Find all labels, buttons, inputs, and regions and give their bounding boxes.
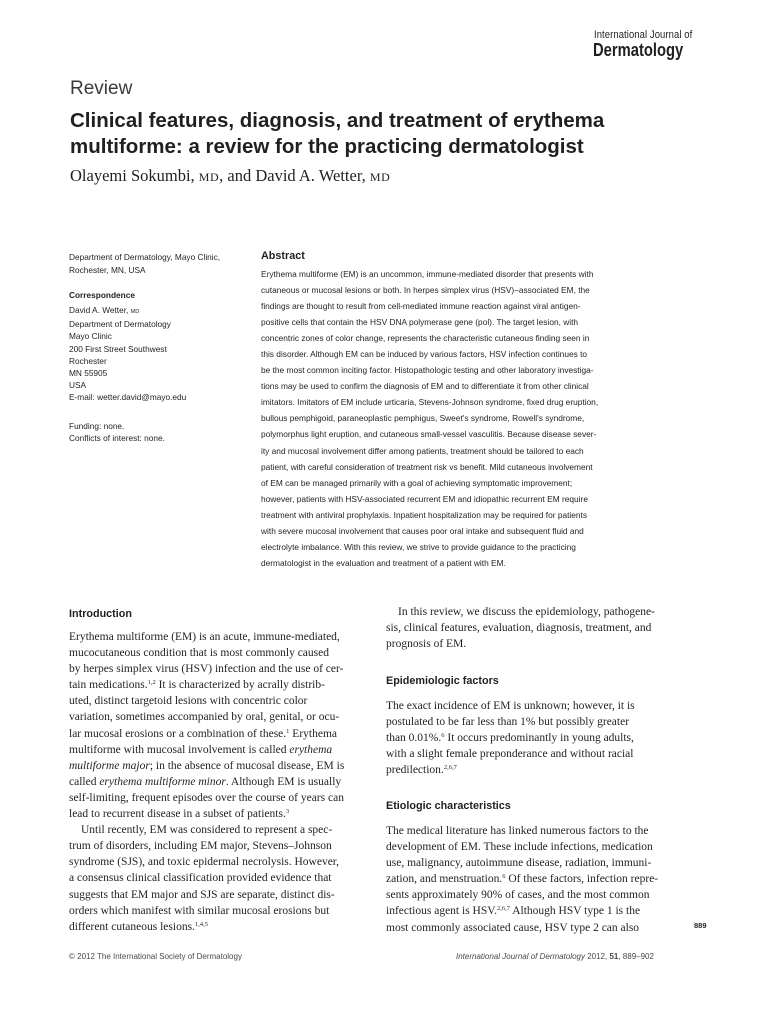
body-line: variation, sometimes accompanied by oral, genital, or ocu- (69, 711, 340, 724)
body-line: orders which manifest with similar mucosal erosions but (69, 904, 330, 917)
text-run: than 0.01%. (386, 732, 442, 745)
section-label: Review (70, 78, 133, 99)
body-line (386, 903, 686, 919)
body-line (69, 726, 369, 742)
introduction-heading: Introduction (69, 608, 132, 620)
text-run: Although HSV type 1 is the (509, 905, 641, 918)
footer-volume: 51 (609, 952, 619, 961)
body-line: self-limiting, frequent episodes over the course of years can (69, 791, 344, 804)
body-line (386, 730, 686, 746)
abstract-line: ity and mucosal involvement differ among patients, treatment should be tailored to each (261, 445, 584, 456)
citation-ref[interactable]: 1 (286, 727, 290, 735)
citation-ref[interactable]: 6 (441, 732, 445, 740)
body-line: with a slight female preponderance and without racial (386, 748, 634, 761)
abstract-line: positive cells that contain the HSV DNA polymerase gene (pol). The target lesion, with (261, 317, 579, 328)
abstract-line: polymorphus light eruption, and cutaneous small-vessel vasculitis. Because disease sever- (261, 429, 597, 440)
correspondence-email[interactable]: E-mail: wetter.david@mayo.edu (69, 392, 187, 403)
body-line (69, 677, 369, 693)
correspondence-line: 200 First Street Southwest (69, 343, 167, 354)
text-run: Of these factors, infection repre- (505, 873, 659, 886)
etiologic-heading: Etiologic characteristics (386, 800, 511, 812)
abstract-line: this disorder. Although EM can be induced by various factors, HSV infection continues to (261, 349, 588, 360)
footer-journal-name: International Journal of Dermatology (456, 952, 585, 961)
body-line: postulated to be far less than 1% but possibly greater (386, 716, 630, 729)
text-run: lead to recurrent disease in a subset of patients. (69, 808, 286, 821)
body-line (386, 871, 686, 887)
citation-ref[interactable]: 2,6,7 (496, 905, 510, 913)
body-line: trum of disorders, including EM major, Stevens–Johnson (69, 840, 332, 853)
funding-statement: Funding: none. (69, 421, 125, 431)
body-line (69, 774, 369, 790)
introduction-body (69, 629, 369, 935)
abstract-line: patient, with careful consideration of treatment risk vs benefit. Mild cutaneous involvement (261, 461, 593, 472)
correspondence-line: Department of Dermatology (69, 319, 171, 330)
citation-ref[interactable]: 2,6,7 (443, 764, 457, 772)
conflicts-statement: Conflicts of interest: none. (69, 433, 165, 444)
correspondence-name: David A. Wetter, (69, 305, 131, 315)
footer-pages: , 889–902 (618, 952, 654, 961)
text-run: tain medications. (69, 679, 148, 692)
correspondence-line: Mayo Clinic (69, 331, 112, 342)
text-run: zation, and menstruation. (386, 873, 503, 886)
abstract-body (261, 266, 691, 571)
abstract-line: bullous pemphigoid, paraneoplastic pemphigus, Sweet's syndrome, Rowell's syndrome, (261, 413, 585, 424)
text-run: called (69, 775, 100, 788)
footer-copyright: © 2012 The International Society of Dermatology (69, 952, 242, 961)
italic-term: erythema multiforme minor (99, 775, 226, 788)
body-line: Erythema multiforme (EM) is an acute, immune-mediated, (69, 631, 340, 643)
text-run: lar mucosal erosions or a combination of these. (69, 727, 287, 740)
text-run: different cutaneous lesions. (69, 920, 195, 933)
etiologic-body (386, 823, 686, 936)
abstract-heading: Abstract (261, 250, 305, 262)
correspondence-block (69, 304, 249, 404)
abstract-line: however, patients with HSV-associated recurrent EM and idiopathic recurrent EM require (261, 493, 588, 504)
funding-block (69, 420, 165, 444)
abstract-line: with severe mucosal involvement that causes poor oral intake and subsequent fluid and (261, 525, 584, 536)
abstract-line: of EM can be managed primarily with a goal of achieving symptomatic improvement; (261, 477, 573, 488)
abstract-line: tions may be used to confirm the diagnosis of EM and to differentiate it from other clinical (261, 381, 589, 392)
author-list (70, 166, 390, 186)
body-line: Until recently, EM was considered to represent a spec- (81, 824, 333, 837)
text-run: It occurs predominantly in young adults, (444, 732, 634, 745)
body-line (386, 762, 686, 778)
abstract-line: dermatologist in the evaluation and treatment of a patient with EM. (261, 557, 506, 568)
body-line: prognosis of EM. (386, 638, 467, 651)
body-line: syndrome (SJS), and toxic epidermal necrolysis. However, (69, 856, 340, 869)
abstract-line: concentric zones of color change, represents the characteristic cutaneous finding seen in (261, 333, 590, 344)
text-run: infectious agent is HSV. (386, 905, 497, 918)
text-run: Erythema (289, 727, 337, 740)
text-run: It is characterized by acrally distrib- (155, 679, 325, 692)
correspondence-name-line (69, 304, 249, 318)
citation-ref[interactable]: 3 (285, 808, 290, 816)
body-line: The exact incidence of EM is unknown; however, it is (386, 700, 635, 712)
correspondence-heading: Correspondence (69, 290, 135, 300)
text-run: predilection. (386, 764, 444, 777)
body-line: In this review, we discuss the epidemiology, pathogene- (398, 606, 655, 618)
body-line: suggests that EM major and SJS are separate, distinct dis- (69, 888, 335, 901)
text-run: . Although EM is usually (225, 775, 342, 788)
abstract-line: Erythema multiforme (EM) is an uncommon, immune-mediated disorder that presents with (261, 269, 594, 279)
journal-logo-line1: International Journal of (594, 29, 693, 41)
body-line: development of EM. These include infections, medication (386, 841, 653, 854)
body-line: The medical literature has linked numerous factors to the (386, 825, 649, 837)
footer-year: 2012, (584, 952, 610, 961)
review-intro-paragraph (386, 604, 686, 652)
abstract-line: treatment with antiviral prophylaxis. Inpatient hospitalization may be required for patients (261, 509, 588, 520)
body-line (69, 758, 369, 774)
abstract-line: imitators. Imitators of EM include urticaria, Stevens-Johnson syndrome, fixed drug eruption, (261, 397, 599, 408)
correspondence-line: MN 55905 (69, 368, 108, 379)
body-line: by herpes simplex virus (HSV) infection and the use of cer- (69, 663, 344, 676)
author-2-degree: MD (369, 170, 391, 184)
body-line: mucocutaneous condition that is most commonly caused (69, 647, 329, 660)
italic-term: multiforme major (69, 759, 150, 772)
body-line: a consensus clinical classification provided evidence that (69, 872, 332, 885)
footer-citation (456, 952, 654, 961)
body-line: use, malignancy, autoimmune disease, radiation, immuni- (386, 857, 652, 870)
abstract-line: be the most common inciting factor. Histopathologic testing and other laboratory investiga- (261, 365, 594, 376)
citation-ref[interactable]: 1,4,5 (194, 920, 208, 928)
author-1-degree: MD (198, 170, 220, 184)
body-line: sis, clinical features, evaluation, diagnosis, treatment, and (386, 622, 652, 635)
citation-ref[interactable]: 6 (502, 873, 506, 881)
body-line (69, 919, 369, 935)
body-line: most commonly associated cause, HSV type 2 can also (386, 921, 640, 934)
abstract-line: cutaneous or mucosal lesions or both. In herpes simplex virus (HSV)–associated EM, the (261, 285, 590, 296)
text-run: multiforme with mucosal involvement is called (69, 743, 290, 756)
author-1: Olayemi Sokumbi, (70, 166, 199, 185)
article-title: Clinical features, diagnosis, and treatment of erythema multiforme: a review for the practicing dermatologist (70, 109, 605, 158)
correspondence-line: Rochester (69, 355, 107, 366)
italic-term: erythema (289, 743, 333, 756)
body-line (69, 806, 369, 822)
epidemiologic-heading: Epidemiologic factors (386, 675, 499, 687)
citation-ref[interactable]: 1,2 (147, 679, 156, 687)
abstract-line: findings are thought to result from cell-mediated immune reaction against viral antigen- (261, 301, 581, 312)
epidemiologic-body (386, 698, 686, 778)
body-line: uted, distinct targetoid lesions with concentric color (69, 695, 308, 708)
abstract-line: electrolyte imbalance. With this review, we strive to provide guidance to the practicing (261, 541, 576, 552)
page-number: 889 (694, 921, 707, 930)
body-line: sents approximately 90% of cases, and the most common (386, 889, 650, 902)
author-2: , and David A. Wetter, (219, 166, 370, 185)
text-run: ; in the absence of mucosal disease, EM is (149, 759, 345, 772)
journal-logo-line2: Dermatology (593, 40, 684, 60)
correspondence-degree: MD (130, 309, 140, 315)
body-line (69, 742, 369, 758)
affiliation: Department of Dermatology, Mayo Clinic, Rochester, MN, USA (69, 252, 221, 275)
correspondence-line: USA (69, 380, 87, 391)
